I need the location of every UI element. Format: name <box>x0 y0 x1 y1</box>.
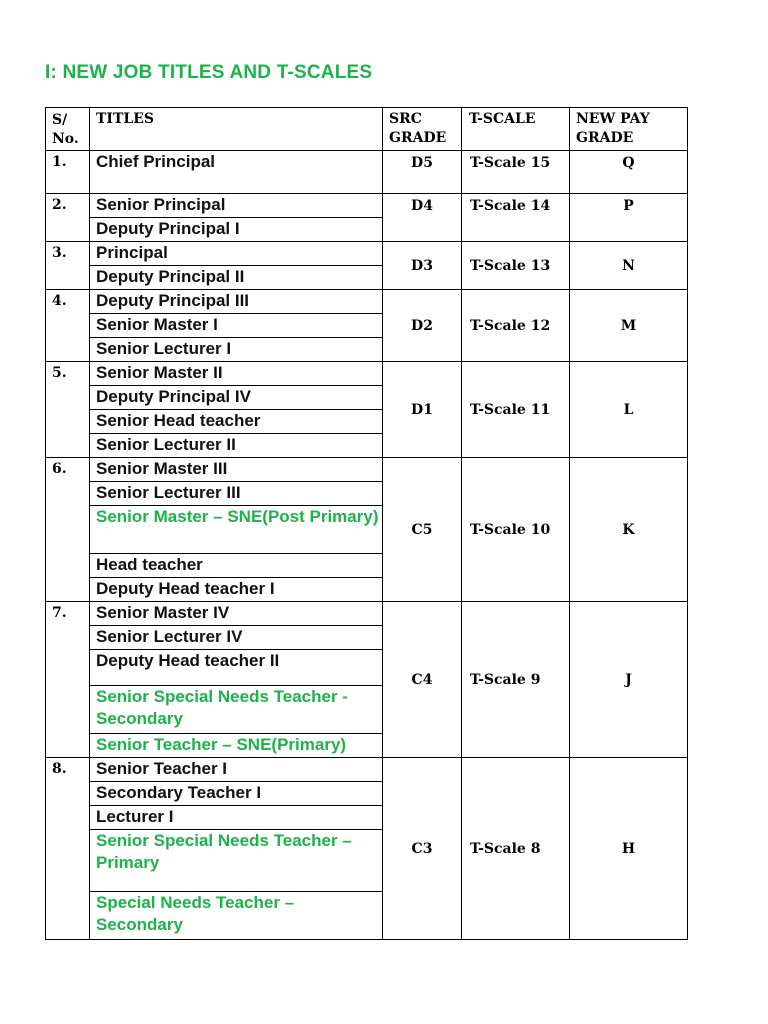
job-title-cell: Senior Lecturer III <box>90 482 383 506</box>
job-titles-table <box>45 107 688 940</box>
job-title-cell: Deputy Principal I <box>90 218 383 242</box>
job-title-cell: Senior Lecturer IV <box>90 626 383 650</box>
table-row <box>46 290 688 314</box>
table-row <box>46 758 688 782</box>
t-scale-cell: T-Scale 8 <box>462 758 570 940</box>
job-title-cell: Special Needs Teacher – Secondary <box>90 892 383 940</box>
job-title-cell: Senior Master – SNE(Post Primary) <box>90 506 383 554</box>
new-pay-grade-cell: N <box>570 242 688 290</box>
serial-number-cell: 1. <box>46 151 90 194</box>
job-title-cell: Head teacher <box>90 554 383 578</box>
job-title-cell: Senior Teacher – SNE(Primary) <box>90 734 383 758</box>
new-pay-grade-cell: M <box>570 290 688 362</box>
new-pay-grade-cell: L <box>570 362 688 458</box>
t-scale-cell: T-Scale 15 <box>462 151 570 194</box>
new-pay-grade-cell: P <box>570 194 688 242</box>
job-title-cell: Deputy Principal II <box>90 266 383 290</box>
job-title-cell: Senior Lecturer II <box>90 434 383 458</box>
t-scale-cell: T-Scale 12 <box>462 290 570 362</box>
job-title-cell: Senior Special Needs Teacher –Primary <box>90 830 383 892</box>
table-row <box>46 242 688 266</box>
header-t-scale: T-SCALE <box>462 108 570 151</box>
src-grade-cell: D2 <box>383 290 462 362</box>
serial-number-cell: 8. <box>46 758 90 940</box>
job-title-cell: Senior Head teacher <box>90 410 383 434</box>
serial-number-cell: 7. <box>46 602 90 758</box>
job-title-cell: Lecturer I <box>90 806 383 830</box>
new-pay-grade-cell: J <box>570 602 688 758</box>
t-scale-cell: T-Scale 13 <box>462 242 570 290</box>
t-scale-cell: T-Scale 9 <box>462 602 570 758</box>
table-header-row <box>46 108 688 151</box>
src-grade-cell: D5 <box>383 151 462 194</box>
new-pay-grade-cell: H <box>570 758 688 940</box>
job-title-cell: Principal <box>90 242 383 266</box>
src-grade-cell: C4 <box>383 602 462 758</box>
table-body <box>46 151 688 940</box>
header-sn: S/ No. <box>46 108 90 151</box>
job-title-cell: Senior Special Needs Teacher -Secondary <box>90 686 383 734</box>
serial-number-cell: 3. <box>46 242 90 290</box>
job-title-cell: Senior Lecturer I <box>90 338 383 362</box>
header-new-pay-grade: NEW PAY GRADE <box>570 108 688 151</box>
job-title-cell: Deputy Principal IV <box>90 386 383 410</box>
serial-number-cell: 4. <box>46 290 90 362</box>
new-pay-grade-cell: K <box>570 458 688 602</box>
job-title-cell: Deputy Head teacher I <box>90 578 383 602</box>
job-title-cell: Secondary Teacher I <box>90 782 383 806</box>
src-grade-cell: C3 <box>383 758 462 940</box>
serial-number-cell: 5. <box>46 362 90 458</box>
job-title-cell: Senior Master IV <box>90 602 383 626</box>
job-title-cell: Chief Principal <box>90 151 383 194</box>
new-pay-grade-cell: Q <box>570 151 688 194</box>
serial-number-cell: 6. <box>46 458 90 602</box>
t-scale-cell: T-Scale 11 <box>462 362 570 458</box>
page-heading: I: NEW JOB TITLES AND T-SCALES <box>45 62 373 83</box>
t-scale-cell: T-Scale 10 <box>462 458 570 602</box>
job-title-cell: Deputy Principal III <box>90 290 383 314</box>
job-title-cell: Senior Master I <box>90 314 383 338</box>
src-grade-cell: D1 <box>383 362 462 458</box>
table-row <box>46 602 688 626</box>
job-title-cell: Deputy Head teacher II <box>90 650 383 686</box>
t-scale-cell: T-Scale 14 <box>462 194 570 242</box>
table-row <box>46 458 688 482</box>
header-titles: TITLES <box>90 108 383 151</box>
table-row <box>46 194 688 218</box>
job-title-cell: Senior Teacher I <box>90 758 383 782</box>
table-row <box>46 362 688 386</box>
serial-number-cell: 2. <box>46 194 90 242</box>
src-grade-cell: D3 <box>383 242 462 290</box>
src-grade-cell: C5 <box>383 458 462 602</box>
table-row <box>46 151 688 194</box>
header-src-grade: SRC GRADE <box>383 108 462 151</box>
job-title-cell: Senior Master II <box>90 362 383 386</box>
job-title-cell: Senior Principal <box>90 194 383 218</box>
job-title-cell: Senior Master III <box>90 458 383 482</box>
src-grade-cell: D4 <box>383 194 462 242</box>
